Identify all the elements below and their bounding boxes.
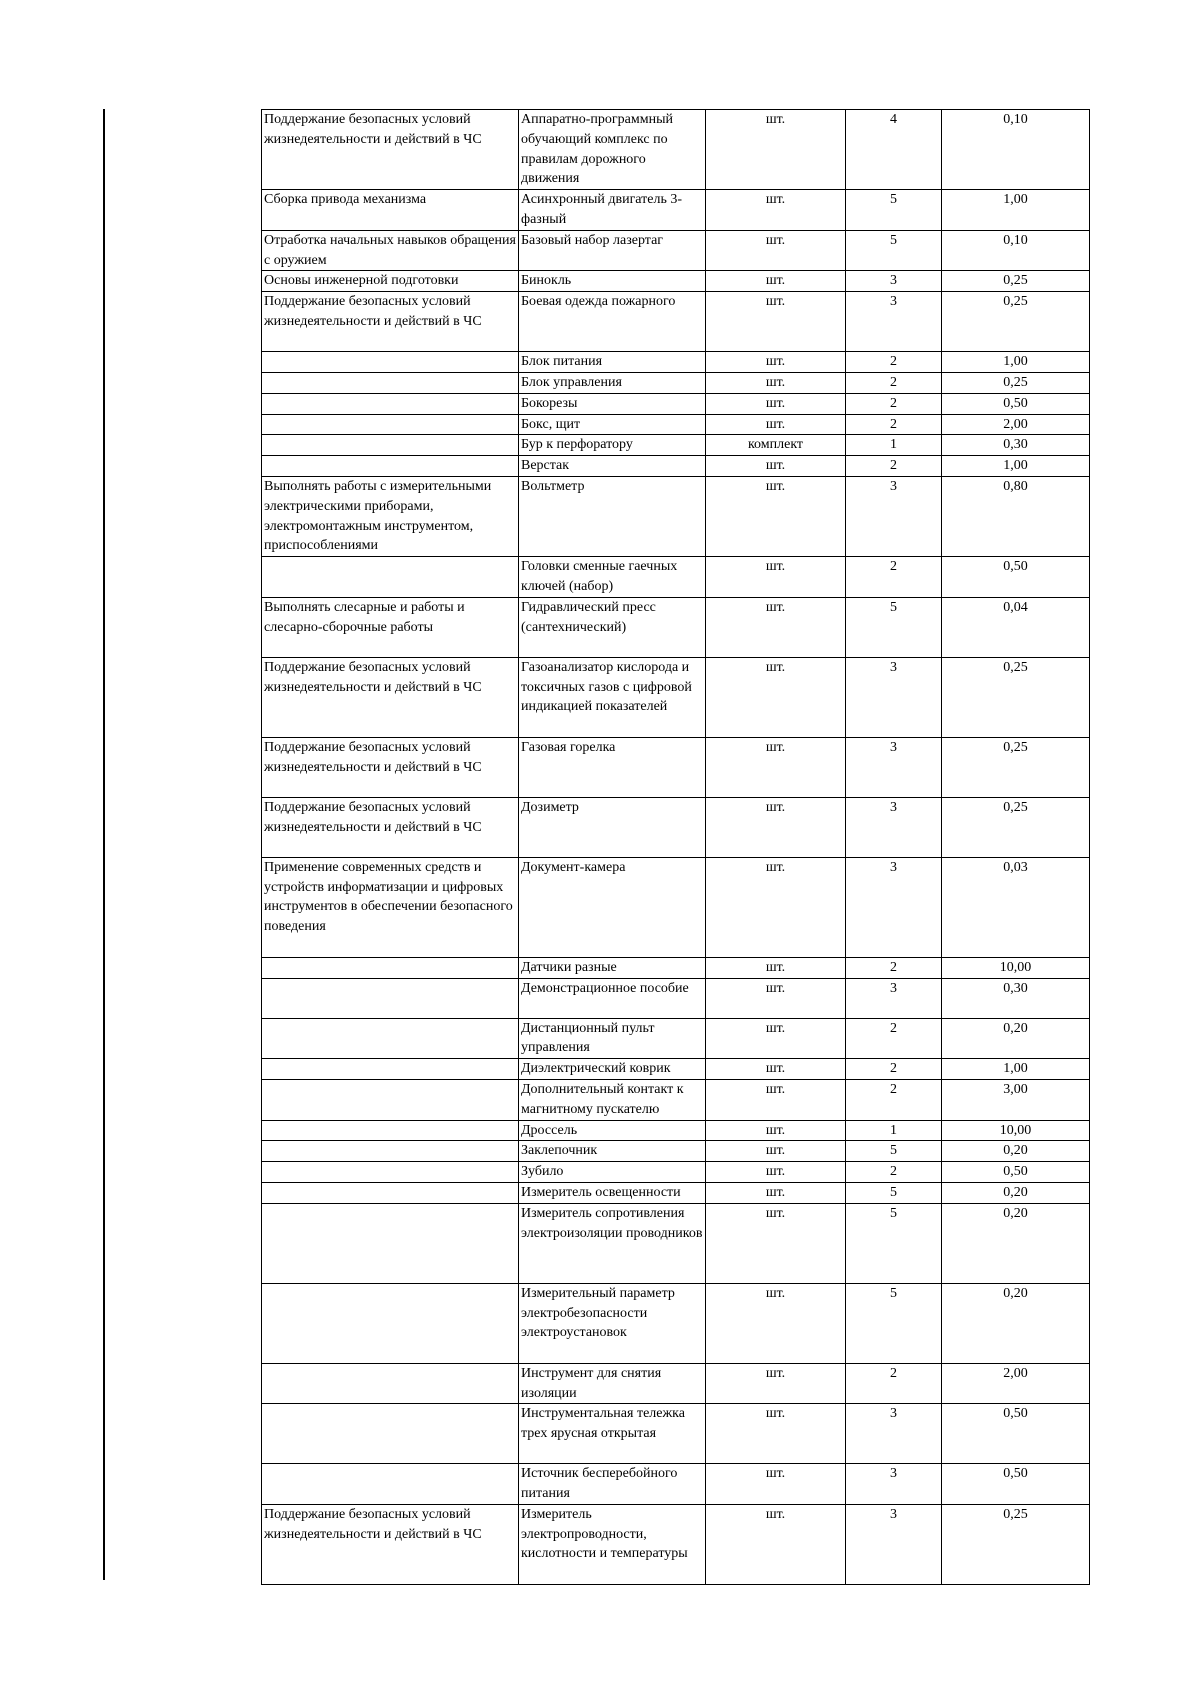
table-row xyxy=(262,857,1090,957)
table-row xyxy=(262,1283,1090,1363)
unit-cell: шт. xyxy=(706,271,846,292)
activity-cell: Сборка привода механизма xyxy=(262,190,519,231)
unit-cell: шт. xyxy=(706,957,846,978)
activity-cell xyxy=(262,557,519,598)
item-name-cell: Измеритель электропроводности, кислотности и температуры xyxy=(519,1504,706,1584)
quantity-cell: 3 xyxy=(846,1504,942,1584)
activity-cell xyxy=(262,957,519,978)
activity-cell xyxy=(262,1404,519,1464)
unit-cell: шт. xyxy=(706,797,846,857)
item-name-cell: Инструментальная тележка трех ярусная открытая xyxy=(519,1404,706,1464)
table-row xyxy=(262,456,1090,477)
activity-cell xyxy=(262,414,519,435)
activity-cell xyxy=(262,1464,519,1505)
activity-cell xyxy=(262,1182,519,1203)
table-row xyxy=(262,597,1090,657)
norm-cell: 0,50 xyxy=(942,557,1090,598)
item-name-cell: Измерительный параметр электробезопасности электроустановок xyxy=(519,1283,706,1363)
norm-cell: 0,25 xyxy=(942,797,1090,857)
unit-cell: шт. xyxy=(706,1162,846,1183)
unit-cell: шт. xyxy=(706,857,846,957)
quantity-cell: 3 xyxy=(846,292,942,352)
item-name-cell: Базовый набор лазертаг xyxy=(519,230,706,271)
norm-cell: 0,50 xyxy=(942,1464,1090,1505)
table-row xyxy=(262,1141,1090,1162)
unit-cell: шт. xyxy=(706,1404,846,1464)
activity-cell xyxy=(262,1283,519,1363)
table-row xyxy=(262,1182,1090,1203)
quantity-cell: 1 xyxy=(846,435,942,456)
unit-cell: шт. xyxy=(706,456,846,477)
norm-cell: 0,20 xyxy=(942,1203,1090,1283)
quantity-cell: 3 xyxy=(846,797,942,857)
item-name-cell: Дроссель xyxy=(519,1120,706,1141)
table-row xyxy=(262,1059,1090,1080)
norm-cell: 1,00 xyxy=(942,456,1090,477)
norm-cell: 0,04 xyxy=(942,597,1090,657)
table-row xyxy=(262,435,1090,456)
unit-cell: шт. xyxy=(706,393,846,414)
table-row xyxy=(262,557,1090,598)
unit-cell: шт. xyxy=(706,1464,846,1505)
norm-cell: 0,25 xyxy=(942,737,1090,797)
quantity-cell: 3 xyxy=(846,1464,942,1505)
quantity-cell: 2 xyxy=(846,372,942,393)
unit-cell: шт. xyxy=(706,978,846,1018)
norm-cell: 0,25 xyxy=(942,292,1090,352)
unit-cell: шт. xyxy=(706,190,846,231)
activity-cell: Поддержание безопасных условий жизнедеятельности и действий в ЧС xyxy=(262,657,519,737)
table-row xyxy=(262,1203,1090,1283)
table-row xyxy=(262,230,1090,271)
item-name-cell: Дополнительный контакт к магнитному пускателю xyxy=(519,1079,706,1120)
margin-line xyxy=(103,109,105,1580)
unit-cell: шт. xyxy=(706,1203,846,1283)
quantity-cell: 2 xyxy=(846,414,942,435)
unit-cell: шт. xyxy=(706,1504,846,1584)
item-name-cell: Заклепочник xyxy=(519,1141,706,1162)
table-row xyxy=(262,1504,1090,1584)
norm-cell: 0,30 xyxy=(942,978,1090,1018)
unit-cell: шт. xyxy=(706,657,846,737)
item-name-cell: Бокорезы xyxy=(519,393,706,414)
table-row xyxy=(262,372,1090,393)
activity-cell: Выполнять слесарные и работы и слесарно-сборочные работы xyxy=(262,597,519,657)
item-name-cell: Датчики разные xyxy=(519,957,706,978)
table-row xyxy=(262,414,1090,435)
item-name-cell: Документ-камера xyxy=(519,857,706,957)
norm-cell: 10,00 xyxy=(942,957,1090,978)
norm-cell: 0,50 xyxy=(942,1404,1090,1464)
item-name-cell: Боевая одежда пожарного xyxy=(519,292,706,352)
activity-cell xyxy=(262,393,519,414)
item-name-cell: Бинокль xyxy=(519,271,706,292)
table-row xyxy=(262,110,1090,190)
table-row xyxy=(262,1079,1090,1120)
norm-cell: 0,10 xyxy=(942,110,1090,190)
item-name-cell: Вольтметр xyxy=(519,476,706,556)
item-name-cell: Измеритель сопротивления электроизоляции проводников xyxy=(519,1203,706,1283)
item-name-cell: Измеритель освещенности xyxy=(519,1182,706,1203)
norm-cell: 0,03 xyxy=(942,857,1090,957)
norm-cell: 0,80 xyxy=(942,476,1090,556)
unit-cell: шт. xyxy=(706,1141,846,1162)
equipment-table xyxy=(261,109,1090,1585)
quantity-cell: 2 xyxy=(846,957,942,978)
table-row xyxy=(262,292,1090,352)
activity-cell: Применение современных средств и устройств информатизации и цифровых инструментов в обеспечении безопасного поведения xyxy=(262,857,519,957)
unit-cell: шт. xyxy=(706,737,846,797)
unit-cell: шт. xyxy=(706,292,846,352)
table-row xyxy=(262,1404,1090,1464)
table-row xyxy=(262,1018,1090,1059)
item-name-cell: Бокс, щит xyxy=(519,414,706,435)
norm-cell: 1,00 xyxy=(942,1059,1090,1080)
quantity-cell: 3 xyxy=(846,857,942,957)
activity-cell: Основы инженерной подготовки xyxy=(262,271,519,292)
activity-cell xyxy=(262,1079,519,1120)
activity-cell xyxy=(262,1018,519,1059)
activity-cell xyxy=(262,1203,519,1283)
table-row xyxy=(262,476,1090,556)
quantity-cell: 2 xyxy=(846,393,942,414)
item-name-cell: Асинхронный двигатель 3-фазный xyxy=(519,190,706,231)
norm-cell: 0,20 xyxy=(942,1018,1090,1059)
norm-cell: 0,25 xyxy=(942,1504,1090,1584)
norm-cell: 10,00 xyxy=(942,1120,1090,1141)
item-name-cell: Головки сменные гаечных ключей (набор) xyxy=(519,557,706,598)
unit-cell: шт. xyxy=(706,1059,846,1080)
quantity-cell: 5 xyxy=(846,230,942,271)
norm-cell: 0,20 xyxy=(942,1141,1090,1162)
item-name-cell: Бур к перфоратору xyxy=(519,435,706,456)
unit-cell: шт. xyxy=(706,230,846,271)
activity-cell xyxy=(262,1141,519,1162)
activity-cell: Поддержание безопасных условий жизнедеятельности и действий в ЧС xyxy=(262,292,519,352)
unit-cell: шт. xyxy=(706,557,846,598)
table-row xyxy=(262,393,1090,414)
norm-cell: 2,00 xyxy=(942,414,1090,435)
quantity-cell: 5 xyxy=(846,597,942,657)
activity-cell: Поддержание безопасных условий жизнедеятельности и действий в ЧС xyxy=(262,110,519,190)
activity-cell xyxy=(262,1059,519,1080)
norm-cell: 0,25 xyxy=(942,372,1090,393)
unit-cell: шт. xyxy=(706,1018,846,1059)
norm-cell: 0,20 xyxy=(942,1182,1090,1203)
activity-cell xyxy=(262,435,519,456)
item-name-cell: Верстак xyxy=(519,456,706,477)
norm-cell: 0,30 xyxy=(942,435,1090,456)
item-name-cell: Блок управления xyxy=(519,372,706,393)
unit-cell: шт. xyxy=(706,1363,846,1404)
item-name-cell: Инструмент для снятия изоляции xyxy=(519,1363,706,1404)
quantity-cell: 2 xyxy=(846,352,942,373)
quantity-cell: 2 xyxy=(846,1079,942,1120)
item-name-cell: Источник бесперебойного питания xyxy=(519,1464,706,1505)
activity-cell xyxy=(262,978,519,1018)
item-name-cell: Демонстрационное пособие xyxy=(519,978,706,1018)
quantity-cell: 5 xyxy=(846,1203,942,1283)
quantity-cell: 5 xyxy=(846,1141,942,1162)
table-row xyxy=(262,1464,1090,1505)
quantity-cell: 3 xyxy=(846,1404,942,1464)
norm-cell: 0,25 xyxy=(942,657,1090,737)
norm-cell: 0,20 xyxy=(942,1283,1090,1363)
activity-cell: Отработка начальных навыков обращения с оружием xyxy=(262,230,519,271)
table-row xyxy=(262,271,1090,292)
norm-cell: 0,50 xyxy=(942,393,1090,414)
table-row xyxy=(262,1162,1090,1183)
activity-cell xyxy=(262,1363,519,1404)
table-row xyxy=(262,797,1090,857)
quantity-cell: 3 xyxy=(846,737,942,797)
activity-cell xyxy=(262,1120,519,1141)
table-row xyxy=(262,737,1090,797)
quantity-cell: 2 xyxy=(846,1162,942,1183)
quantity-cell: 2 xyxy=(846,557,942,598)
quantity-cell: 3 xyxy=(846,978,942,1018)
unit-cell: шт. xyxy=(706,597,846,657)
table-row xyxy=(262,978,1090,1018)
quantity-cell: 2 xyxy=(846,1363,942,1404)
activity-cell xyxy=(262,352,519,373)
norm-cell: 0,10 xyxy=(942,230,1090,271)
quantity-cell: 3 xyxy=(846,476,942,556)
activity-cell xyxy=(262,372,519,393)
norm-cell: 3,00 xyxy=(942,1079,1090,1120)
item-name-cell: Дозиметр xyxy=(519,797,706,857)
quantity-cell: 2 xyxy=(846,1059,942,1080)
item-name-cell: Дистанционный пульт управления xyxy=(519,1018,706,1059)
table-row xyxy=(262,352,1090,373)
quantity-cell: 5 xyxy=(846,1182,942,1203)
quantity-cell: 3 xyxy=(846,657,942,737)
table-row xyxy=(262,1120,1090,1141)
quantity-cell: 2 xyxy=(846,456,942,477)
quantity-cell: 5 xyxy=(846,1283,942,1363)
item-name-cell: Газоанализатор кислорода и токсичных газов с цифровой индикацией показателей xyxy=(519,657,706,737)
table-row xyxy=(262,657,1090,737)
table-row xyxy=(262,1363,1090,1404)
unit-cell: шт. xyxy=(706,1283,846,1363)
norm-cell: 1,00 xyxy=(942,190,1090,231)
unit-cell: шт. xyxy=(706,1120,846,1141)
norm-cell: 2,00 xyxy=(942,1363,1090,1404)
item-name-cell: Гидравлический пресс (сантехнический) xyxy=(519,597,706,657)
table-row xyxy=(262,957,1090,978)
norm-cell: 0,25 xyxy=(942,271,1090,292)
item-name-cell: Блок питания xyxy=(519,352,706,373)
item-name-cell: Аппаратно-программный обучающий комплекс по правилам дорожного движения xyxy=(519,110,706,190)
activity-cell xyxy=(262,456,519,477)
activity-cell xyxy=(262,1162,519,1183)
unit-cell: шт. xyxy=(706,1079,846,1120)
unit-cell: комплект xyxy=(706,435,846,456)
quantity-cell: 2 xyxy=(846,1018,942,1059)
table-row xyxy=(262,190,1090,231)
item-name-cell: Диэлектрический коврик xyxy=(519,1059,706,1080)
activity-cell: Поддержание безопасных условий жизнедеятельности и действий в ЧС xyxy=(262,1504,519,1584)
unit-cell: шт. xyxy=(706,372,846,393)
quantity-cell: 5 xyxy=(846,190,942,231)
item-name-cell: Зубило xyxy=(519,1162,706,1183)
activity-cell: Поддержание безопасных условий жизнедеятельности и действий в ЧС xyxy=(262,737,519,797)
norm-cell: 0,50 xyxy=(942,1162,1090,1183)
item-name-cell: Газовая горелка xyxy=(519,737,706,797)
quantity-cell: 3 xyxy=(846,271,942,292)
unit-cell: шт. xyxy=(706,476,846,556)
unit-cell: шт. xyxy=(706,352,846,373)
activity-cell: Поддержание безопасных условий жизнедеятельности и действий в ЧС xyxy=(262,797,519,857)
unit-cell: шт. xyxy=(706,110,846,190)
quantity-cell: 4 xyxy=(846,110,942,190)
quantity-cell: 1 xyxy=(846,1120,942,1141)
unit-cell: шт. xyxy=(706,1182,846,1203)
norm-cell: 1,00 xyxy=(942,352,1090,373)
unit-cell: шт. xyxy=(706,414,846,435)
activity-cell: Выполнять работы с измерительными электрическими приборами, электромонтажным инструментом, приспособлениями xyxy=(262,476,519,556)
